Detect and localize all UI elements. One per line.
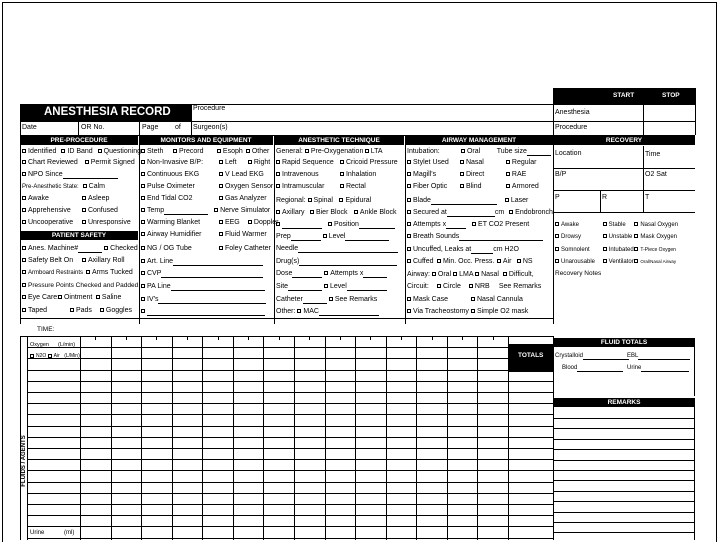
ankle-block-checkbox[interactable] bbox=[354, 210, 358, 214]
somnolent-checkbox[interactable] bbox=[555, 247, 559, 251]
air-line-4: Fiber Optic Blind Armored bbox=[407, 183, 539, 191]
fiber-optic-checkbox[interactable] bbox=[407, 184, 411, 188]
remarks-line bbox=[553, 449, 695, 450]
grid-col-line bbox=[111, 336, 112, 540]
chart-reviewed-checkbox[interactable] bbox=[22, 160, 26, 164]
grid-row-line bbox=[27, 347, 553, 348]
intramuscular-checkbox[interactable] bbox=[276, 184, 280, 188]
tech-line-12: Site Level bbox=[276, 283, 387, 291]
grid-col-line bbox=[325, 336, 326, 540]
unarousable-checkbox[interactable] bbox=[555, 259, 559, 263]
mon-line-2: Non-Invasive B/P: Left Right bbox=[141, 159, 270, 167]
v-lead-ekg-checkbox[interactable] bbox=[219, 172, 223, 176]
grid-col-line bbox=[294, 336, 295, 540]
stable-checkbox[interactable] bbox=[603, 222, 607, 226]
safety-line-6: Taped Pads Goggles bbox=[22, 307, 132, 315]
grid-col-line bbox=[416, 336, 417, 540]
airway-header: AIRWAY MANAGEMENT bbox=[405, 136, 553, 145]
tech-line-13: Catheter See Remarks bbox=[276, 296, 378, 303]
goggles-checkbox[interactable] bbox=[100, 308, 104, 312]
mon-line-1: Steth Precord Esoph Other bbox=[141, 148, 269, 156]
intubated-checkbox[interactable] bbox=[603, 247, 607, 251]
recovery-line-4: Unarousable Ventilator Oral/Nasal Airway bbox=[555, 258, 676, 266]
tech-line-14: Other: MAC bbox=[276, 308, 379, 316]
taped-checkbox[interactable] bbox=[22, 308, 26, 312]
safety-line-2: Safety Belt On Axillary Roll bbox=[22, 257, 125, 265]
level-checkbox[interactable] bbox=[323, 234, 327, 238]
lma-checkbox[interactable] bbox=[453, 272, 457, 276]
grid-col-line bbox=[355, 336, 356, 540]
grid-row-line bbox=[27, 459, 553, 460]
remarks-header: REMARKS bbox=[553, 398, 695, 407]
remarks-line bbox=[553, 480, 695, 481]
intravenous-checkbox[interactable] bbox=[276, 172, 280, 176]
urine-row-label: Urine (ml) bbox=[30, 530, 75, 536]
attempts-airway-checkbox[interactable] bbox=[407, 222, 411, 226]
mon-line-6: Temp Nerve Simulator bbox=[141, 207, 270, 215]
pre-line-5: Awake Asleep bbox=[22, 195, 109, 203]
tech-line-6: Axillary Bier Block Ankle Block bbox=[276, 209, 396, 217]
blood-field: Blood bbox=[562, 364, 623, 372]
checked-checkbox[interactable] bbox=[104, 246, 108, 250]
uncooperative-checkbox[interactable] bbox=[22, 220, 26, 224]
remarks-line bbox=[553, 460, 695, 461]
calm-checkbox[interactable] bbox=[83, 184, 87, 188]
gas-analyzer-checkbox[interactable] bbox=[219, 196, 223, 200]
mon-line-5: End Tidal CO2 Gas Analyzer bbox=[141, 195, 267, 203]
air-line-10: Cuffed Min. Occ. Press. Air NS bbox=[407, 258, 533, 266]
tech-line-2: Rapid Sequence Cricoid Pressure bbox=[276, 159, 398, 167]
nrb-checkbox[interactable] bbox=[469, 284, 473, 288]
mon-line-3: Continuous EKG V Lead EKG bbox=[141, 171, 264, 179]
tech-line-7: Position bbox=[276, 221, 395, 229]
grid-row-line bbox=[27, 515, 553, 516]
grid-col-line bbox=[447, 336, 448, 540]
pads-checkbox[interactable] bbox=[70, 308, 74, 312]
epidural-checkbox[interactable] bbox=[339, 198, 343, 202]
recovery-notes-field[interactable]: Recovery Notes bbox=[555, 270, 602, 277]
recovery-time-field[interactable]: Time bbox=[645, 151, 661, 158]
mon-line-9: NG / OG Tube Foley Catheter bbox=[141, 245, 271, 253]
crystalloid-field: Crystalloid bbox=[555, 352, 629, 360]
air-line-7: Attempts x ET CO2 Present bbox=[407, 221, 529, 229]
spinal-checkbox[interactable] bbox=[308, 198, 312, 202]
regular-checkbox[interactable] bbox=[506, 160, 510, 164]
tech-line-8: Prep Level bbox=[276, 233, 389, 241]
air-line-3: Magill's Direct RAE bbox=[407, 171, 526, 179]
pulse-oximeter-checkbox[interactable] bbox=[141, 184, 145, 188]
air-checkbox[interactable] bbox=[497, 259, 501, 263]
tech-line-10: Drug(s) bbox=[276, 258, 397, 266]
safety-line-1: Anes. Machine# Checked bbox=[22, 245, 138, 253]
grid-row-line bbox=[27, 504, 553, 505]
awake-recovery-checkbox[interactable] bbox=[555, 222, 559, 226]
cvp-checkbox[interactable] bbox=[141, 271, 145, 275]
inhalation-checkbox[interactable] bbox=[340, 172, 344, 176]
air-line-14: Via Tracheostomy Simple O2 mask bbox=[407, 308, 528, 316]
confused-checkbox[interactable] bbox=[82, 208, 86, 212]
end-tidal-co2-checkbox[interactable] bbox=[141, 196, 145, 200]
rae-checkbox[interactable] bbox=[506, 172, 510, 176]
ng-og-tube-checkbox[interactable] bbox=[141, 246, 145, 250]
oral-airway-checkbox[interactable] bbox=[432, 272, 436, 276]
recovery-bp-field[interactable]: B/P bbox=[555, 171, 567, 178]
blade-checkbox[interactable] bbox=[407, 198, 411, 202]
pa-line-checkbox[interactable] bbox=[141, 284, 145, 288]
nasal-intubation-checkbox[interactable] bbox=[460, 160, 464, 164]
recovery-location-field[interactable]: Location bbox=[555, 150, 582, 157]
grid-row-line bbox=[27, 370, 553, 371]
eye-care-checkbox[interactable] bbox=[22, 295, 26, 299]
time-grid[interactable] bbox=[20, 336, 554, 540]
remarks-line bbox=[553, 418, 695, 419]
grid-col-line bbox=[386, 336, 387, 540]
recovery-line-3: Somnolent Intubated T-Piece Oxygen bbox=[555, 246, 676, 254]
id-band-checkbox[interactable] bbox=[61, 149, 65, 153]
air-line-11: Airway: Oral LMA Nasal Difficult, bbox=[407, 271, 534, 278]
anesthesia-time-label: Anesthesia bbox=[555, 109, 590, 116]
air-line-12: Circuit: Circle NRB See Remarks bbox=[407, 283, 542, 290]
pre-line-3: NPO Since bbox=[22, 171, 118, 179]
air-line-1: Intubation: Oral Tube size bbox=[407, 148, 551, 156]
secured-checkbox[interactable] bbox=[407, 210, 411, 214]
mon-line-10: Art. Line bbox=[141, 258, 263, 266]
procedure-time-label: Procedure bbox=[555, 124, 588, 131]
direct-checkbox[interactable] bbox=[460, 172, 464, 176]
regional-other-checkbox[interactable] bbox=[276, 222, 280, 226]
n2o-checkbox[interactable] bbox=[30, 354, 34, 358]
grid-row-line bbox=[27, 358, 553, 359]
grid-time-tick bbox=[370, 336, 371, 340]
ventilator-checkbox[interactable] bbox=[603, 259, 607, 263]
grid-row-line bbox=[27, 392, 553, 393]
continuous-ekg-checkbox[interactable] bbox=[141, 172, 145, 176]
grid-row-line bbox=[27, 414, 553, 415]
cricoid-pressure-checkbox[interactable] bbox=[340, 160, 344, 164]
doppler-checkbox[interactable] bbox=[248, 220, 252, 224]
time-label: TIME: bbox=[37, 326, 55, 333]
apprehensive-checkbox[interactable] bbox=[22, 208, 26, 212]
axillary-checkbox[interactable] bbox=[276, 210, 280, 214]
arms-tucked-checkbox[interactable] bbox=[86, 270, 90, 274]
min-occ-press-checkbox[interactable] bbox=[437, 259, 441, 263]
totals-label: TOTALS bbox=[518, 352, 544, 359]
recovery-header: RECOVERY bbox=[553, 136, 695, 145]
remarks-line bbox=[553, 428, 695, 429]
armored-checkbox[interactable] bbox=[506, 184, 510, 188]
uncuffed-checkbox[interactable] bbox=[407, 247, 411, 251]
grid-col-line bbox=[477, 336, 478, 540]
recovery-line-2: Drowsy Unstable Mask Oxygen bbox=[555, 233, 677, 241]
pre-line-2: Chart Reviewed Permit Signed bbox=[22, 159, 135, 167]
remarks-line bbox=[553, 439, 695, 440]
grid-time-tick bbox=[401, 336, 402, 340]
tech-line-11: Dose Attempts x bbox=[276, 270, 387, 278]
fluids-agents-label: FLUIDS / AGENTS bbox=[21, 435, 27, 487]
tech-line-9: Needle bbox=[276, 245, 398, 253]
circle-checkbox[interactable] bbox=[437, 284, 441, 288]
extra-monitor-checkbox[interactable] bbox=[141, 309, 145, 313]
tech-line-1: General: Pre-Oxygenation LTA bbox=[276, 148, 383, 155]
pre-line-4: Pre-Anesthetic State: Calm bbox=[22, 183, 105, 190]
site-level-checkbox[interactable] bbox=[324, 284, 328, 288]
recovery-r-field[interactable]: R bbox=[602, 194, 608, 201]
safety-line-4: Pressure Points Checked and Padded bbox=[22, 282, 138, 290]
cuffed-checkbox[interactable] bbox=[407, 259, 411, 263]
grid-row-line bbox=[27, 482, 553, 483]
airway-humidifier-checkbox[interactable] bbox=[141, 232, 145, 236]
grid-time-tick bbox=[218, 336, 219, 340]
temp-checkbox[interactable] bbox=[141, 208, 145, 212]
grid-row-line bbox=[27, 526, 553, 527]
mask-case-checkbox[interactable] bbox=[407, 297, 411, 301]
unresponsive-checkbox[interactable] bbox=[82, 220, 86, 224]
grid-time-tick bbox=[126, 336, 127, 340]
tech-line-3: Intravenous Inhalation bbox=[276, 171, 376, 179]
urine-total-field: Urine bbox=[627, 364, 689, 372]
nibp-checkbox[interactable] bbox=[141, 160, 145, 164]
questioning-checkbox[interactable] bbox=[98, 149, 102, 153]
steth-checkbox[interactable] bbox=[141, 149, 145, 153]
mon-line-8: Airway Humidifier Fluid Warmer bbox=[141, 231, 267, 239]
simple-o2-mask-checkbox[interactable] bbox=[471, 309, 475, 313]
t-piece-checkbox[interactable] bbox=[634, 247, 638, 251]
mon-line-12: PA Line bbox=[141, 283, 265, 291]
eeg-checkbox[interactable] bbox=[219, 220, 223, 224]
fluid-totals-header: FLUID TOTALS bbox=[553, 338, 695, 347]
mac-checkbox[interactable] bbox=[297, 309, 301, 313]
grid-col-line bbox=[202, 336, 203, 540]
left-checkbox[interactable] bbox=[219, 160, 223, 164]
page-of-label: of bbox=[175, 124, 181, 131]
breath-sounds-checkbox[interactable] bbox=[407, 234, 411, 238]
air-line-9: Uncuffed, Leaks at cm H2O bbox=[407, 246, 519, 254]
grid-row-line bbox=[27, 403, 553, 404]
grid-time-tick bbox=[493, 336, 494, 340]
grid-time-tick bbox=[187, 336, 188, 340]
right-checkbox[interactable] bbox=[248, 160, 252, 164]
remarks-line bbox=[553, 512, 695, 513]
stop-label: STOP bbox=[662, 92, 680, 99]
mon-line-13: IV's bbox=[141, 296, 266, 304]
safety-line-3: Armboard Restraints Arms Tucked bbox=[22, 269, 133, 277]
tech-line-5: Regional: Spinal Epidural bbox=[276, 197, 372, 204]
npo-line[interactable] bbox=[63, 178, 118, 179]
see-remarks-technique-checkbox[interactable] bbox=[329, 297, 333, 301]
mon-line-14 bbox=[141, 308, 265, 316]
precord-checkbox[interactable] bbox=[173, 149, 177, 153]
laser-checkbox[interactable] bbox=[505, 198, 509, 202]
remarks-line bbox=[553, 470, 695, 471]
esoph-checkbox[interactable] bbox=[217, 149, 221, 153]
ns-checkbox[interactable] bbox=[517, 259, 521, 263]
pre-procedure-header: PRE-PROCEDURE bbox=[20, 136, 138, 145]
remarks-line bbox=[553, 501, 695, 502]
pressure-points-checkbox[interactable] bbox=[22, 283, 26, 287]
nasal-cannula-checkbox[interactable] bbox=[471, 297, 475, 301]
grid-row-line bbox=[27, 381, 553, 382]
oxygen-row-label: Oxygen (L/min) bbox=[30, 342, 76, 348]
difficult-checkbox[interactable] bbox=[503, 272, 507, 276]
nasal-airway-checkbox[interactable] bbox=[475, 272, 479, 276]
anes-machine-checkbox[interactable] bbox=[22, 246, 26, 250]
technique-header: ANESTHETIC TECHNIQUE bbox=[274, 136, 404, 145]
foley-catheter-checkbox[interactable] bbox=[219, 246, 223, 250]
start-label: START bbox=[613, 92, 635, 99]
et-co2-checkbox[interactable] bbox=[472, 222, 476, 226]
bier-block-checkbox[interactable] bbox=[310, 210, 314, 214]
rapid-sequence-checkbox[interactable] bbox=[276, 160, 280, 164]
grid-time-tick bbox=[156, 336, 157, 340]
grid-row-line bbox=[27, 437, 553, 438]
via-tracheostomy-checkbox[interactable] bbox=[407, 309, 411, 313]
oxygen-sensor-checkbox[interactable] bbox=[219, 184, 223, 188]
date-field[interactable]: Date bbox=[22, 124, 37, 131]
remarks-line bbox=[553, 532, 695, 533]
monitors-header: MONITORS AND EQUIPMENT bbox=[139, 136, 273, 145]
grid-row-line bbox=[27, 470, 553, 471]
attempts-checkbox[interactable] bbox=[324, 271, 328, 275]
warming-blanket-checkbox[interactable] bbox=[141, 220, 145, 224]
oral-intubation-checkbox[interactable] bbox=[461, 149, 465, 153]
grid-col-line bbox=[233, 336, 234, 540]
recovery-line-1: Awake Stable Nasal Oxygen bbox=[555, 221, 678, 229]
or-number-field[interactable]: OR No. bbox=[81, 124, 105, 131]
asleep-checkbox[interactable] bbox=[82, 196, 86, 200]
axillary-roll-checkbox[interactable] bbox=[82, 258, 86, 262]
grid-row-line bbox=[27, 426, 553, 427]
position-checkbox[interactable] bbox=[328, 222, 332, 226]
patient-safety-header: PATIENT SAFETY bbox=[20, 231, 138, 240]
remarks-line bbox=[553, 522, 695, 523]
other-monitor-checkbox[interactable] bbox=[246, 149, 250, 153]
recovery-p-field[interactable]: P bbox=[555, 194, 560, 201]
air-line-2: Stylet Used Nasal Regular bbox=[407, 159, 536, 167]
mon-line-11: CVP bbox=[141, 270, 263, 278]
grid-row-line bbox=[27, 538, 553, 539]
surgeons-field[interactable]: Surgeon(s) bbox=[193, 124, 228, 131]
pre-line-7: Uncooperative Unresponsive bbox=[22, 219, 131, 227]
grid-time-tick bbox=[432, 336, 433, 340]
air-line-8: Breath Sounds bbox=[407, 233, 543, 241]
remarks-box[interactable] bbox=[553, 398, 695, 540]
drowsy-checkbox[interactable] bbox=[555, 234, 559, 238]
ivs-checkbox[interactable] bbox=[141, 297, 145, 301]
tech-line-4: Intramuscular Rectal bbox=[276, 183, 366, 191]
remarks-line bbox=[553, 491, 695, 492]
stylet-checkbox[interactable] bbox=[407, 160, 411, 164]
ebl-field: EBL bbox=[627, 352, 690, 360]
blind-checkbox[interactable] bbox=[460, 184, 464, 188]
endobronch-checkbox[interactable] bbox=[509, 210, 513, 214]
air-line-5: Blade Laser bbox=[407, 197, 528, 205]
grid-time-tick bbox=[462, 336, 463, 340]
awake-checkbox[interactable] bbox=[22, 196, 26, 200]
ointment-checkbox[interactable] bbox=[58, 295, 62, 299]
saline-checkbox[interactable] bbox=[96, 295, 100, 299]
oral-nasal-airway-checkbox[interactable] bbox=[634, 259, 638, 263]
air-line-6: Secured at cm Endobronch bbox=[407, 209, 553, 217]
record-title: ANESTHESIA RECORD bbox=[44, 106, 171, 118]
permit-signed-checkbox[interactable] bbox=[85, 160, 89, 164]
grid-time-tick bbox=[248, 336, 249, 340]
procedure-field[interactable]: Procedure bbox=[193, 105, 226, 112]
n2o-air-row-label: N2O Air (L/Min) bbox=[30, 352, 80, 360]
grid-time-tick bbox=[309, 336, 310, 340]
magills-checkbox[interactable] bbox=[407, 172, 411, 176]
grid-time-tick bbox=[95, 336, 96, 340]
recovery-t-field[interactable]: T bbox=[645, 194, 650, 201]
page-field[interactable]: Page bbox=[142, 124, 159, 131]
pre-oxygenation-checkbox[interactable] bbox=[305, 149, 309, 153]
art-line-checkbox[interactable] bbox=[141, 259, 145, 263]
safety-belt-checkbox[interactable] bbox=[22, 258, 26, 262]
fluid-warmer-checkbox[interactable] bbox=[219, 232, 223, 236]
grid-time-tick bbox=[279, 336, 280, 340]
nerve-simulator-checkbox[interactable] bbox=[214, 208, 218, 212]
recovery-o2sat-field[interactable]: O2 Sat bbox=[645, 171, 667, 178]
air-gas-checkbox[interactable] bbox=[48, 354, 52, 358]
unstable-checkbox[interactable] bbox=[603, 234, 607, 238]
pre-line-6: Apprehensive Confused bbox=[22, 207, 118, 215]
npo-checkbox[interactable] bbox=[22, 172, 26, 176]
mask-oxygen-checkbox[interactable] bbox=[634, 234, 638, 238]
armboard-checkbox[interactable] bbox=[22, 270, 26, 274]
pre-line-1: Identified ID Band Questioning bbox=[22, 148, 141, 156]
lta-checkbox[interactable] bbox=[365, 149, 369, 153]
safety-line-5: Eye Care: Ointment Saline bbox=[22, 294, 121, 302]
rectal-checkbox[interactable] bbox=[340, 184, 344, 188]
grid-col-line bbox=[263, 336, 264, 540]
mon-line-4: Pulse Oximeter Oxygen Sensor bbox=[141, 183, 273, 191]
mon-line-7: Warming Blanket EEG Doppler bbox=[141, 219, 278, 227]
nasal-oxygen-checkbox[interactable] bbox=[634, 222, 638, 226]
grid-row-line bbox=[27, 493, 553, 494]
grid-time-tick bbox=[340, 336, 341, 340]
air-line-13: Mask Case Nasal Cannula bbox=[407, 296, 523, 304]
grid-row-line bbox=[27, 448, 553, 449]
grid-col-line bbox=[141, 336, 142, 540]
identified-checkbox[interactable] bbox=[22, 149, 26, 153]
grid-col-line bbox=[172, 336, 173, 540]
